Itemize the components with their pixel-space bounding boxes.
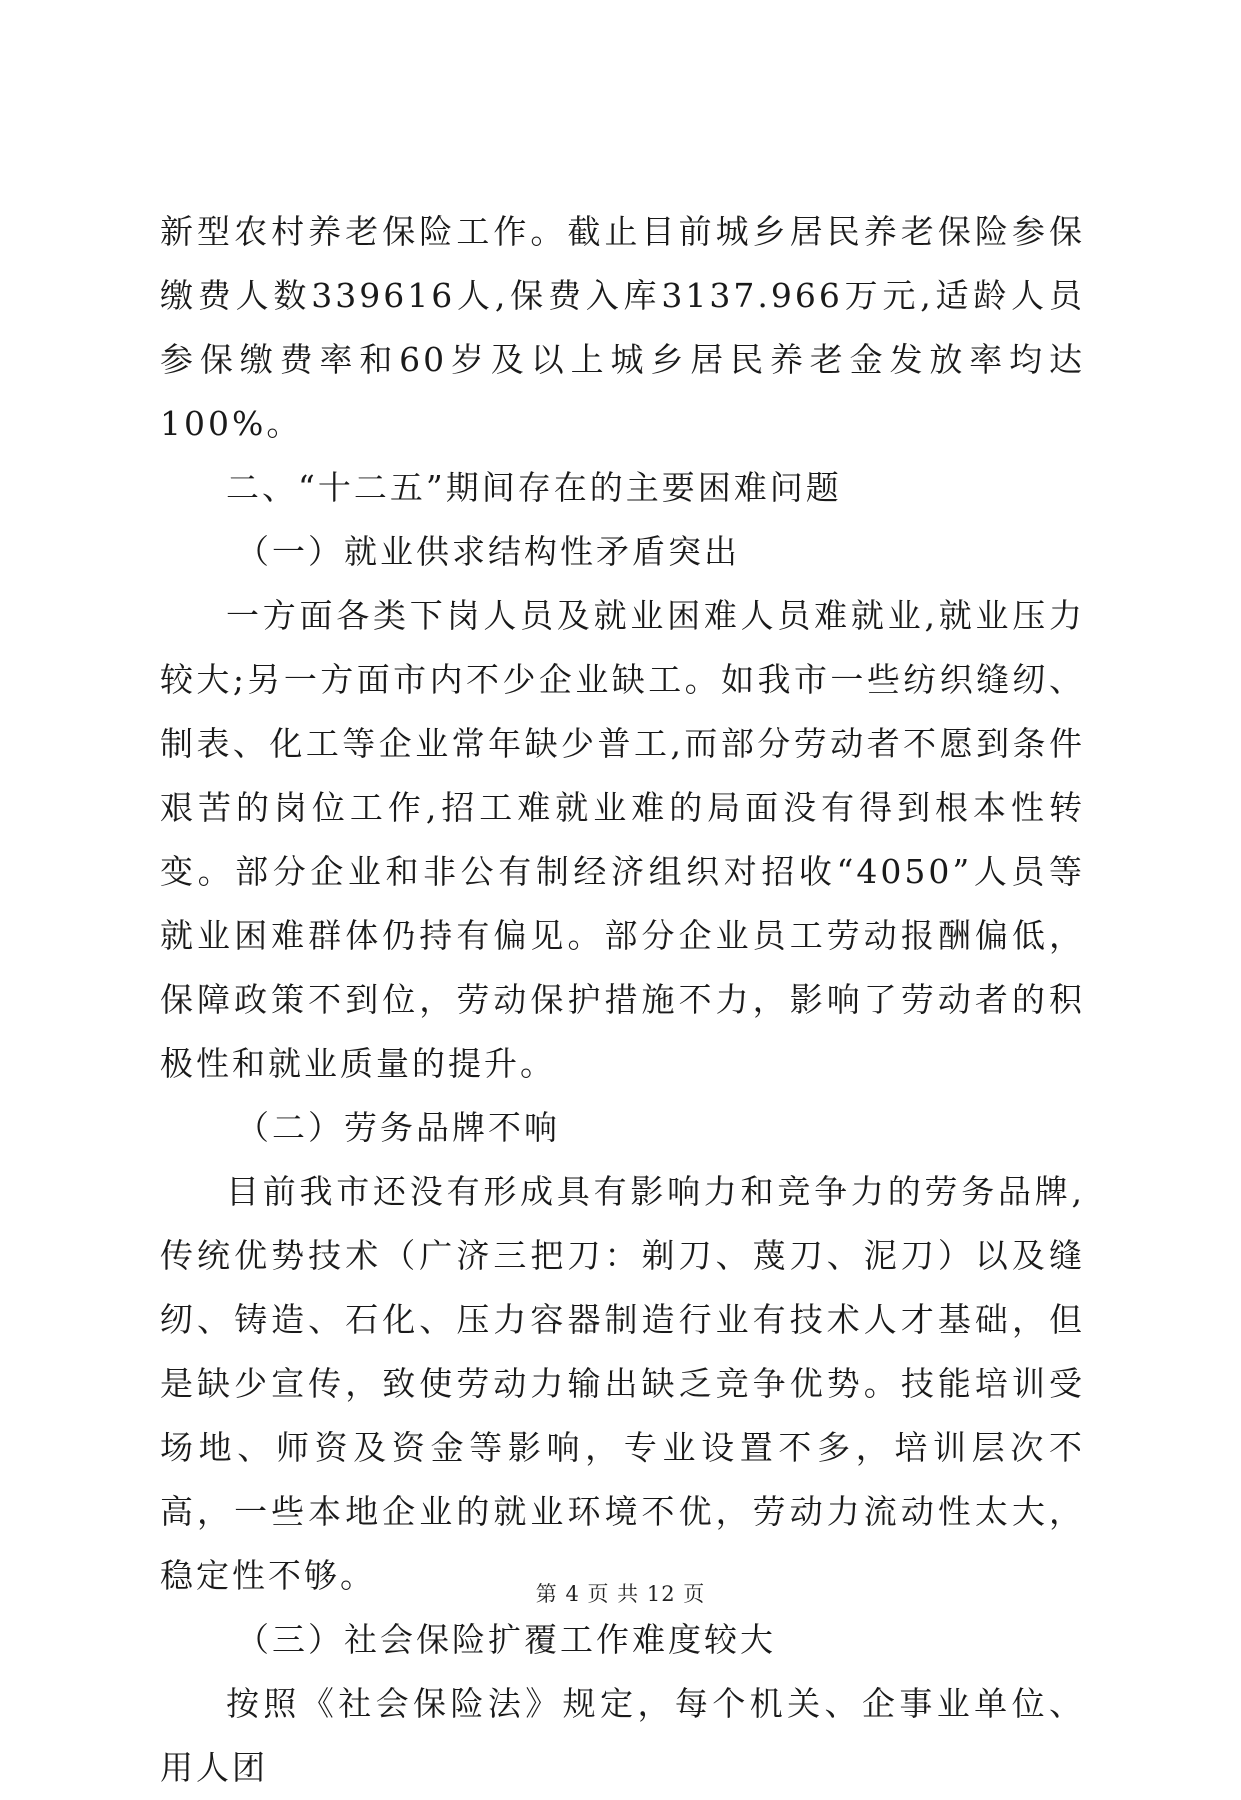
paragraph-social-insurance: 按照《社会保险法》规定，每个机关、企事业单位、用人团 (160, 1684, 1085, 1787)
document-body (160, 200, 1085, 1800)
paragraph-labor-brand: 目前我市还没有形成具有影响力和竞争力的劳务品牌,传统优势技术（广济三把刀：剃刀、蔑刀、泥刀）以及缝纫、铸造、石化、压力容器制造行业有技术人才基础，但是缺少宣传，致使劳动力输出缺乏竞争优势。技能培训受场地、师资及资金等影响，专业设置不多，培训层次不高，一些本地企业的就业环境不优，劳动力流动性太大，稳定性不够。 (160, 1172, 1085, 1595)
subheading-labor-brand: （二）劳务品牌不响 (236, 1108, 560, 1147)
paragraph-employment: 一方面各类下岗人员及就业困难人员难就业,就业压力较大;另一方面市内不少企业缺工。如我市一些纺织缝纫、制表、化工等企业常年缺少普工,而部分劳动者不愿到条件艰苦的岗位工作,招工难就业难的局面没有得到根本性转变。部分企业和非公有制经济组织对招收“4050”人员等就业困难群体仍持有偏见。部分企业员工劳动报酬偏低，保障政策不到位，劳动保护措施不力，影响了劳动者的积极性和就业质量的提升。 (160, 596, 1085, 1083)
section-heading-difficulties: 二、“十二五”期间存在的主要困难问题 (226, 468, 842, 507)
subheading-social-insurance: （三）社会保险扩覆工作难度较大 (236, 1620, 776, 1659)
subheading-employment-supply-demand: （一）就业供求结构性矛盾突出 (236, 532, 740, 571)
page-number-footer: 第 4 页 共 12 页 (535, 1582, 706, 1606)
paragraph-continuation: 新型农村养老保险工作。截止目前城乡居民养老保险参保缴费人数339616人,保费入库3137.966万元,适龄人员参保缴费率和60岁及以上城乡居民养老金发放率均达100%。 (160, 212, 1085, 443)
